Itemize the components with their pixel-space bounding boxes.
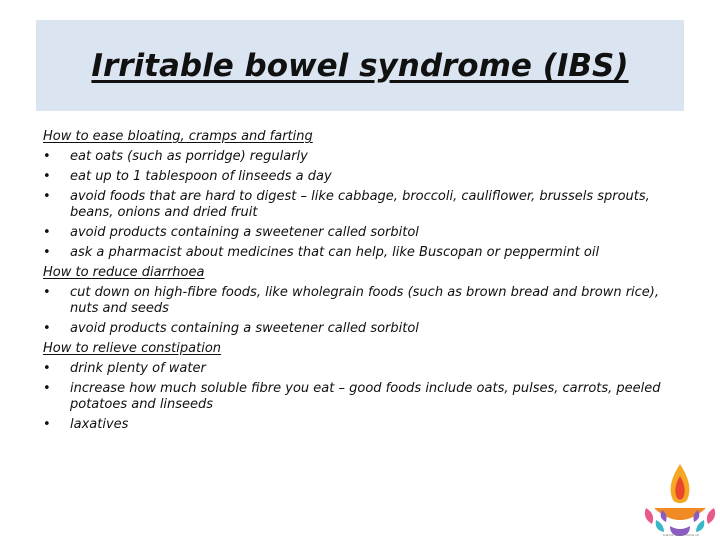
bullet-icon: • — [43, 149, 51, 164]
bullet-icon: • — [43, 169, 51, 184]
petal-icon — [656, 520, 664, 532]
slide-content — [43, 129, 683, 433]
section-bloating — [43, 129, 683, 261]
petal-icon — [696, 520, 704, 532]
list-item-text: increase how much soluble fibre you eat – good foods include oats, pulses, carrots, peeled potatoes and linseeds — [70, 381, 661, 412]
list-item — [43, 321, 683, 337]
bullet-list — [43, 285, 683, 337]
bullet-icon: • — [43, 361, 51, 376]
list-item — [43, 361, 683, 377]
bullet-list — [43, 361, 683, 433]
section-heading: How to reduce diarrhoea — [43, 265, 205, 280]
bullet-icon: • — [43, 381, 51, 396]
list-item-text: avoid products containing a sweetener called sorbitol — [70, 225, 419, 240]
petal-icon — [645, 508, 653, 524]
list-item — [43, 189, 683, 221]
bullet-icon: • — [43, 417, 51, 432]
section-heading: How to ease bloating, cramps and farting — [43, 129, 313, 144]
title-band — [36, 20, 684, 111]
section-diarrhoea — [43, 265, 683, 337]
bullet-icon: • — [43, 285, 51, 300]
list-item-text: eat up to 1 tablespoon of linseeds a day — [70, 169, 332, 184]
slide-title: Irritable bowel syndrome (IBS) — [91, 48, 629, 84]
list-item — [43, 417, 683, 433]
list-item-text: ask a pharmacist about medicines that can help, like Buscopan or peppermint oil — [70, 245, 600, 260]
bullet-icon: • — [43, 225, 51, 240]
diya-lamp-icon — [640, 462, 720, 540]
logo-caption: THE PATIENTS' VOICE UK — [662, 533, 700, 537]
list-item-text: laxatives — [70, 417, 129, 432]
bullet-icon: • — [43, 189, 51, 204]
list-item-text: avoid products containing a sweetener called sorbitol — [70, 321, 419, 336]
bullet-icon: • — [43, 321, 51, 336]
list-item-text: cut down on high-fibre foods, like wholegrain foods (such as brown bread and brown rice), nuts and seeds — [70, 285, 660, 316]
petal-icon — [707, 508, 715, 524]
section-heading: How to relieve constipation — [43, 341, 222, 356]
list-item — [43, 245, 683, 261]
list-item — [43, 285, 683, 317]
list-item-text: eat oats (such as porridge) regularly — [70, 149, 308, 164]
bullet-icon: • — [43, 245, 51, 260]
list-item — [43, 225, 683, 241]
list-item-text: avoid foods that are hard to digest – like cabbage, broccoli, cauliflower, brussels sprouts, beans, onions and dried fruit — [70, 189, 650, 220]
list-item — [43, 381, 683, 413]
bullet-list — [43, 149, 683, 261]
list-item — [43, 169, 683, 185]
list-item-text: drink plenty of water — [70, 361, 206, 376]
list-item — [43, 149, 683, 165]
section-constipation — [43, 341, 683, 433]
